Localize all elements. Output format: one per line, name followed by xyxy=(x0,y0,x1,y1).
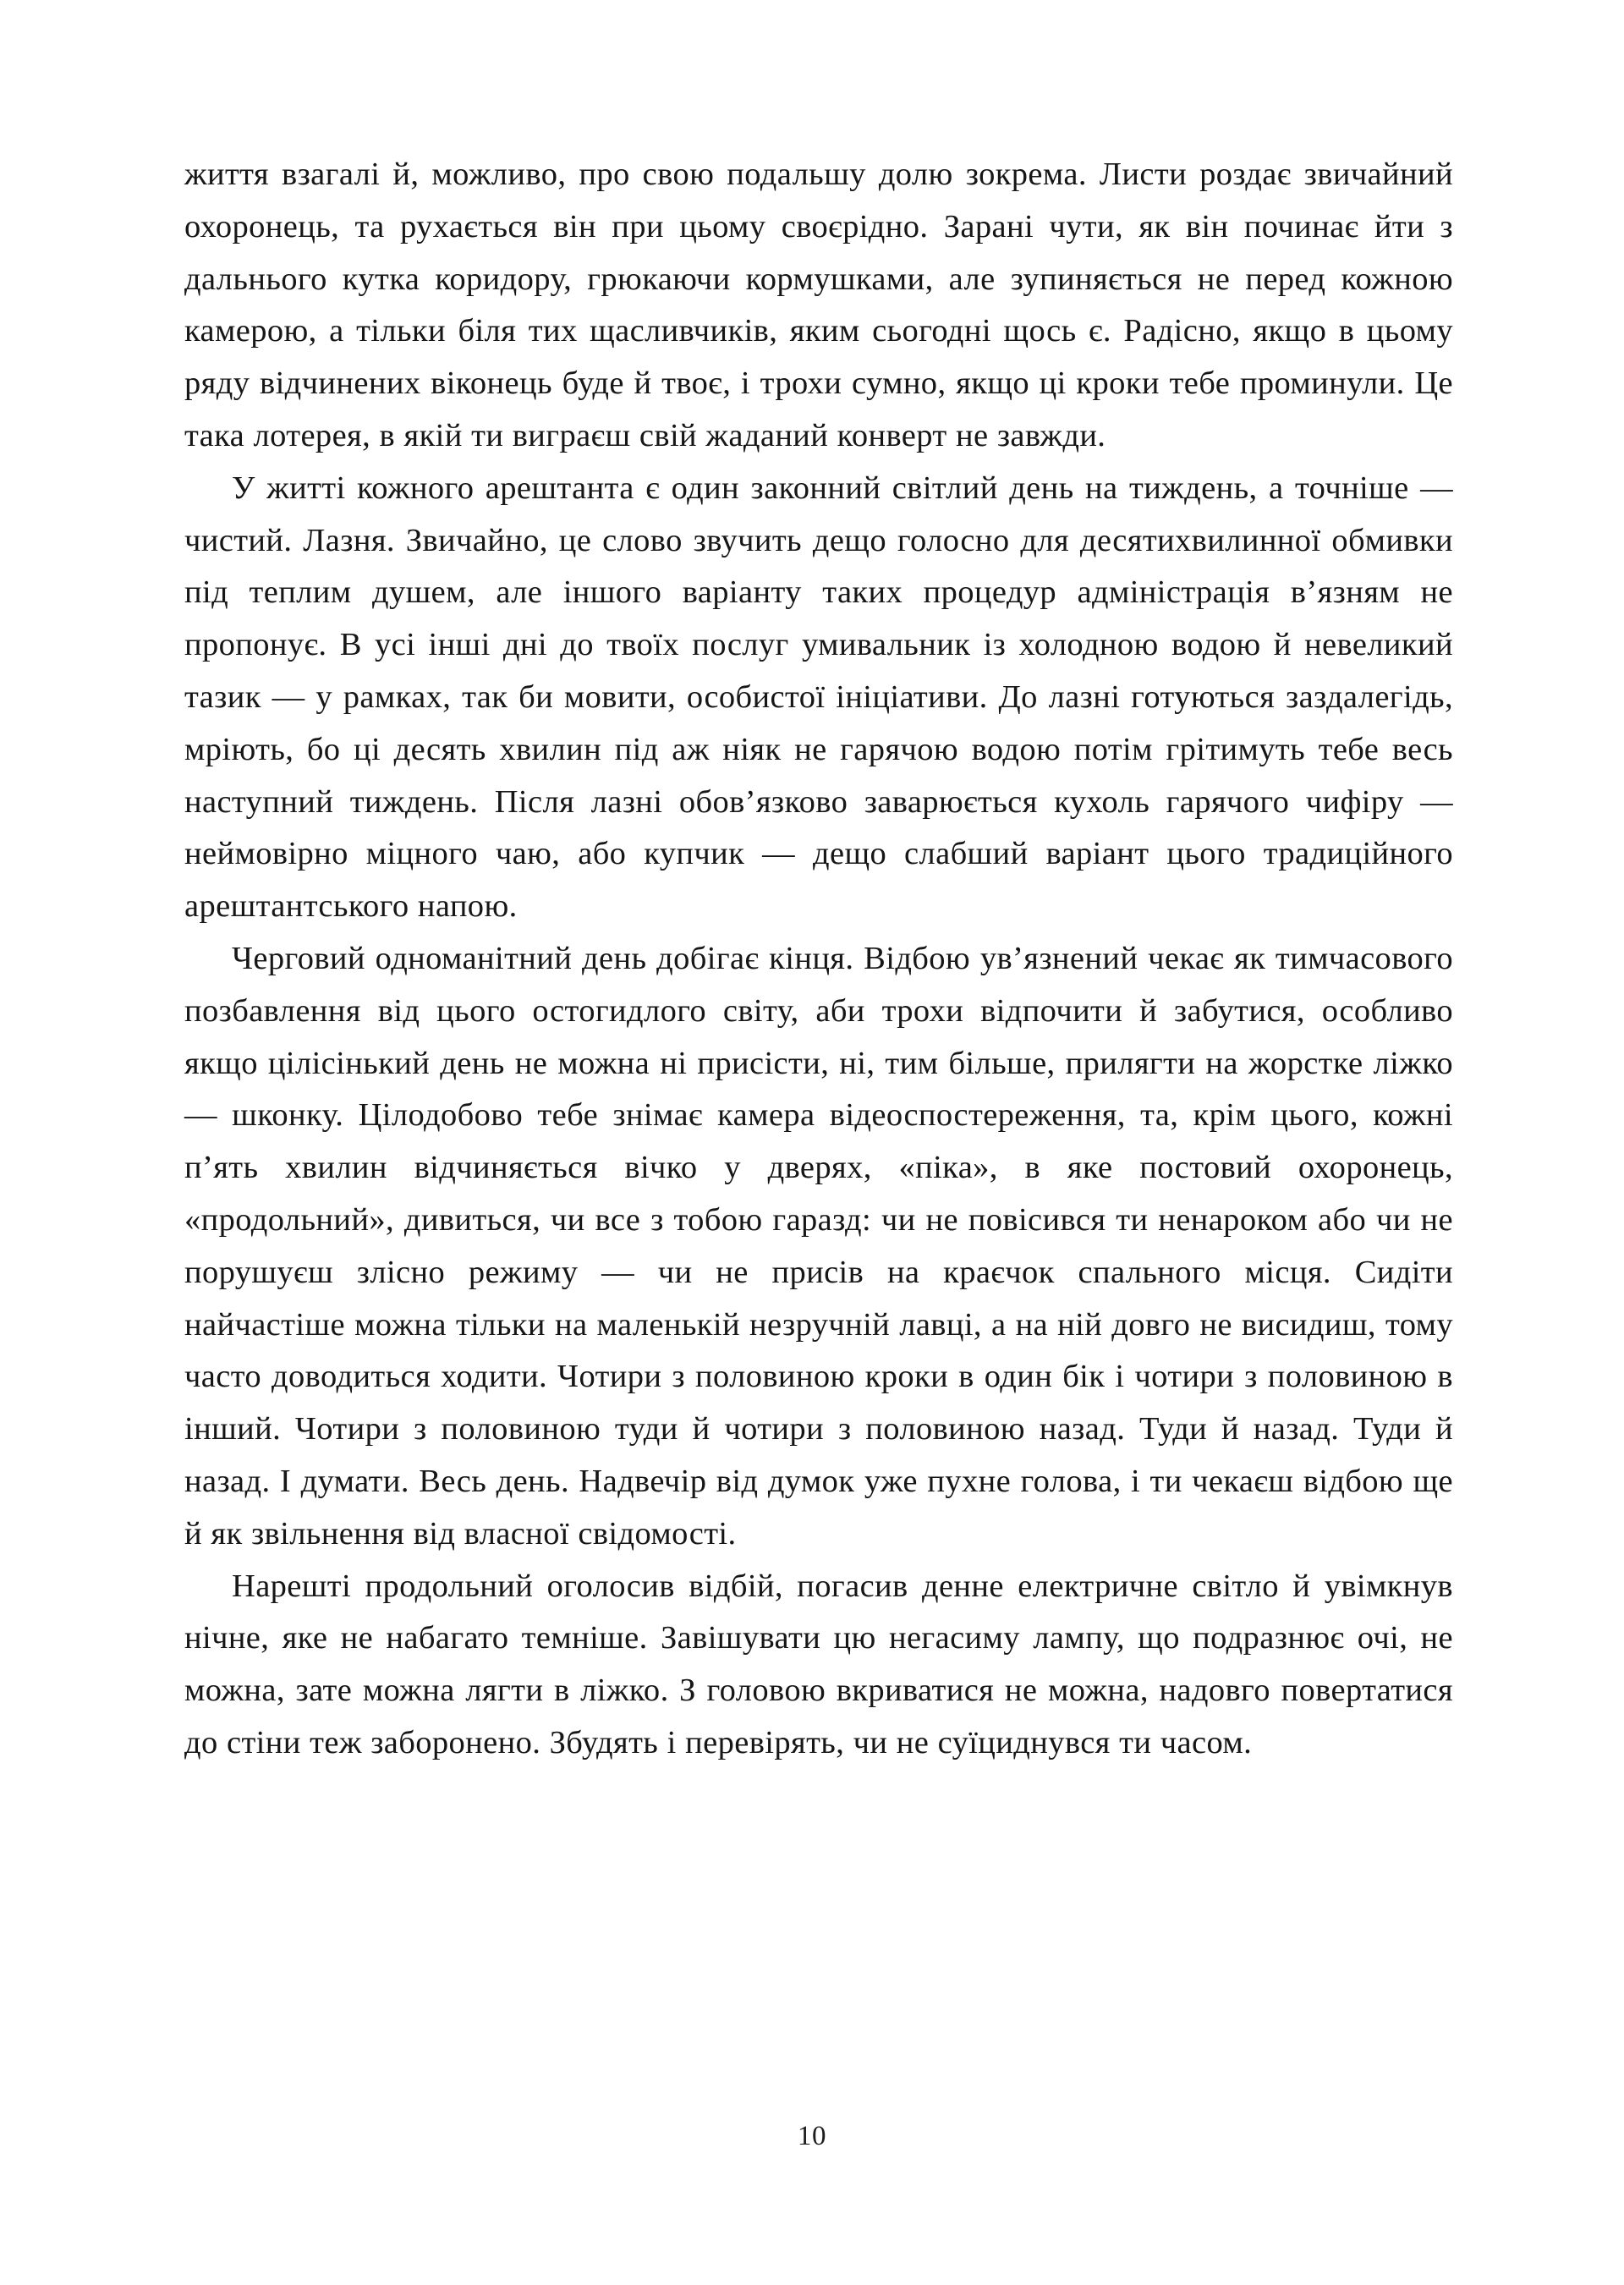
paragraph-monotonous-day: Черговий одноманітний день добігає кінця. Відбою ув’язнений чекає як тимчасового позбавлення від цього остогидлого світу, аби трохи відпочити й забутися, особливо якщо цілісінький день не можна ні присісти, ні, тим більше, прилягти на жорстке ліжко — шконку. Цілодобово тебе знімає камера відеоспостереження, та, крім цього, кожні п’ять хвилин відчиняється вічко у дверях, «піка», в яке постовий охоронець, «продольний», дивиться, чи все з тобою гаразд: чи не повісився ти ненароком або чи не порушуєш злісно режиму — чи не присів на краєчок спального місця. Сидіти найчастіше можна тільки на маленькій незручній лавці, а на ній довго не висидиш, тому часто доводиться ходити. Чотири з половиною кроки в один бік і чотири з половиною в інший. Чотири з половиною туди й чотири з половиною назад. Туди й назад. Туди й назад. І думати. Весь день. Надвечір від думок уже пухне голова, і ти чекаєш відбою ще й як звільнення від власної свідомості. xyxy=(184,940,1453,1552)
paragraph-lights-out: Нарешті продольний оголосив відбій, погасив денне електричне світло й увімкнув нічне, яке не набагато темніше. Завішувати цю негасиму лампу, що подразнює очі, не можна, зате можна лягти в ліжко. З головою вкриватися не можна, надовго повертатися до стіни теж заборонено. Збудять і перевірять, чи не суїциднувся ти часом. xyxy=(184,1568,1453,1760)
page-number: 10 xyxy=(797,2121,827,2151)
page-text-block xyxy=(184,149,1453,1770)
paragraph-bath-day: У житті кожного арештанта є один законний світлий день на тиждень, а точніше — чистий. Лазня. Звичайно, це слово звучить дещо голосно для десятихвилинної обмивки під теплим душем, але іншого варіанту таких процедур адміністрація в’язням не пропонує. В усі інші дні до твоїх послуг умивальник із холодною водою й невеликий тазик — у рамках, так би мовити, особистої ініціативи. До лазні готуються заздалегідь, мріють, бо ці десять хвилин під аж ніяк не гарячою водою потім грітимуть тебе весь наступний тиждень. Після лазні обов’язково заварюється кухоль гарячого чифіру — неймовірно міцного чаю, або купчик — дещо слабший варіант цього традиційного арештантського напою. xyxy=(184,470,1453,925)
paragraph-continued: життя взагалі й, можливо, про свою подальшу долю зокрема. Листи роздає звичайний охоронець, та рухається він при цьому своєрідно. Зарані чути, як він починає йти з дальнього кутка коридору, грюкаючи кормушками, але зупиняється не перед кожною камерою, а тільки біля тих щасливчиків, яким сьогодні щось є. Радісно, якщо в цьому ряду відчинених віконець буде й твоє, і трохи сумно, якщо ці кроки тебе проминули. Це така лотерея, в якій ти виграєш свій жаданий конверт не завжди. xyxy=(184,157,1453,453)
